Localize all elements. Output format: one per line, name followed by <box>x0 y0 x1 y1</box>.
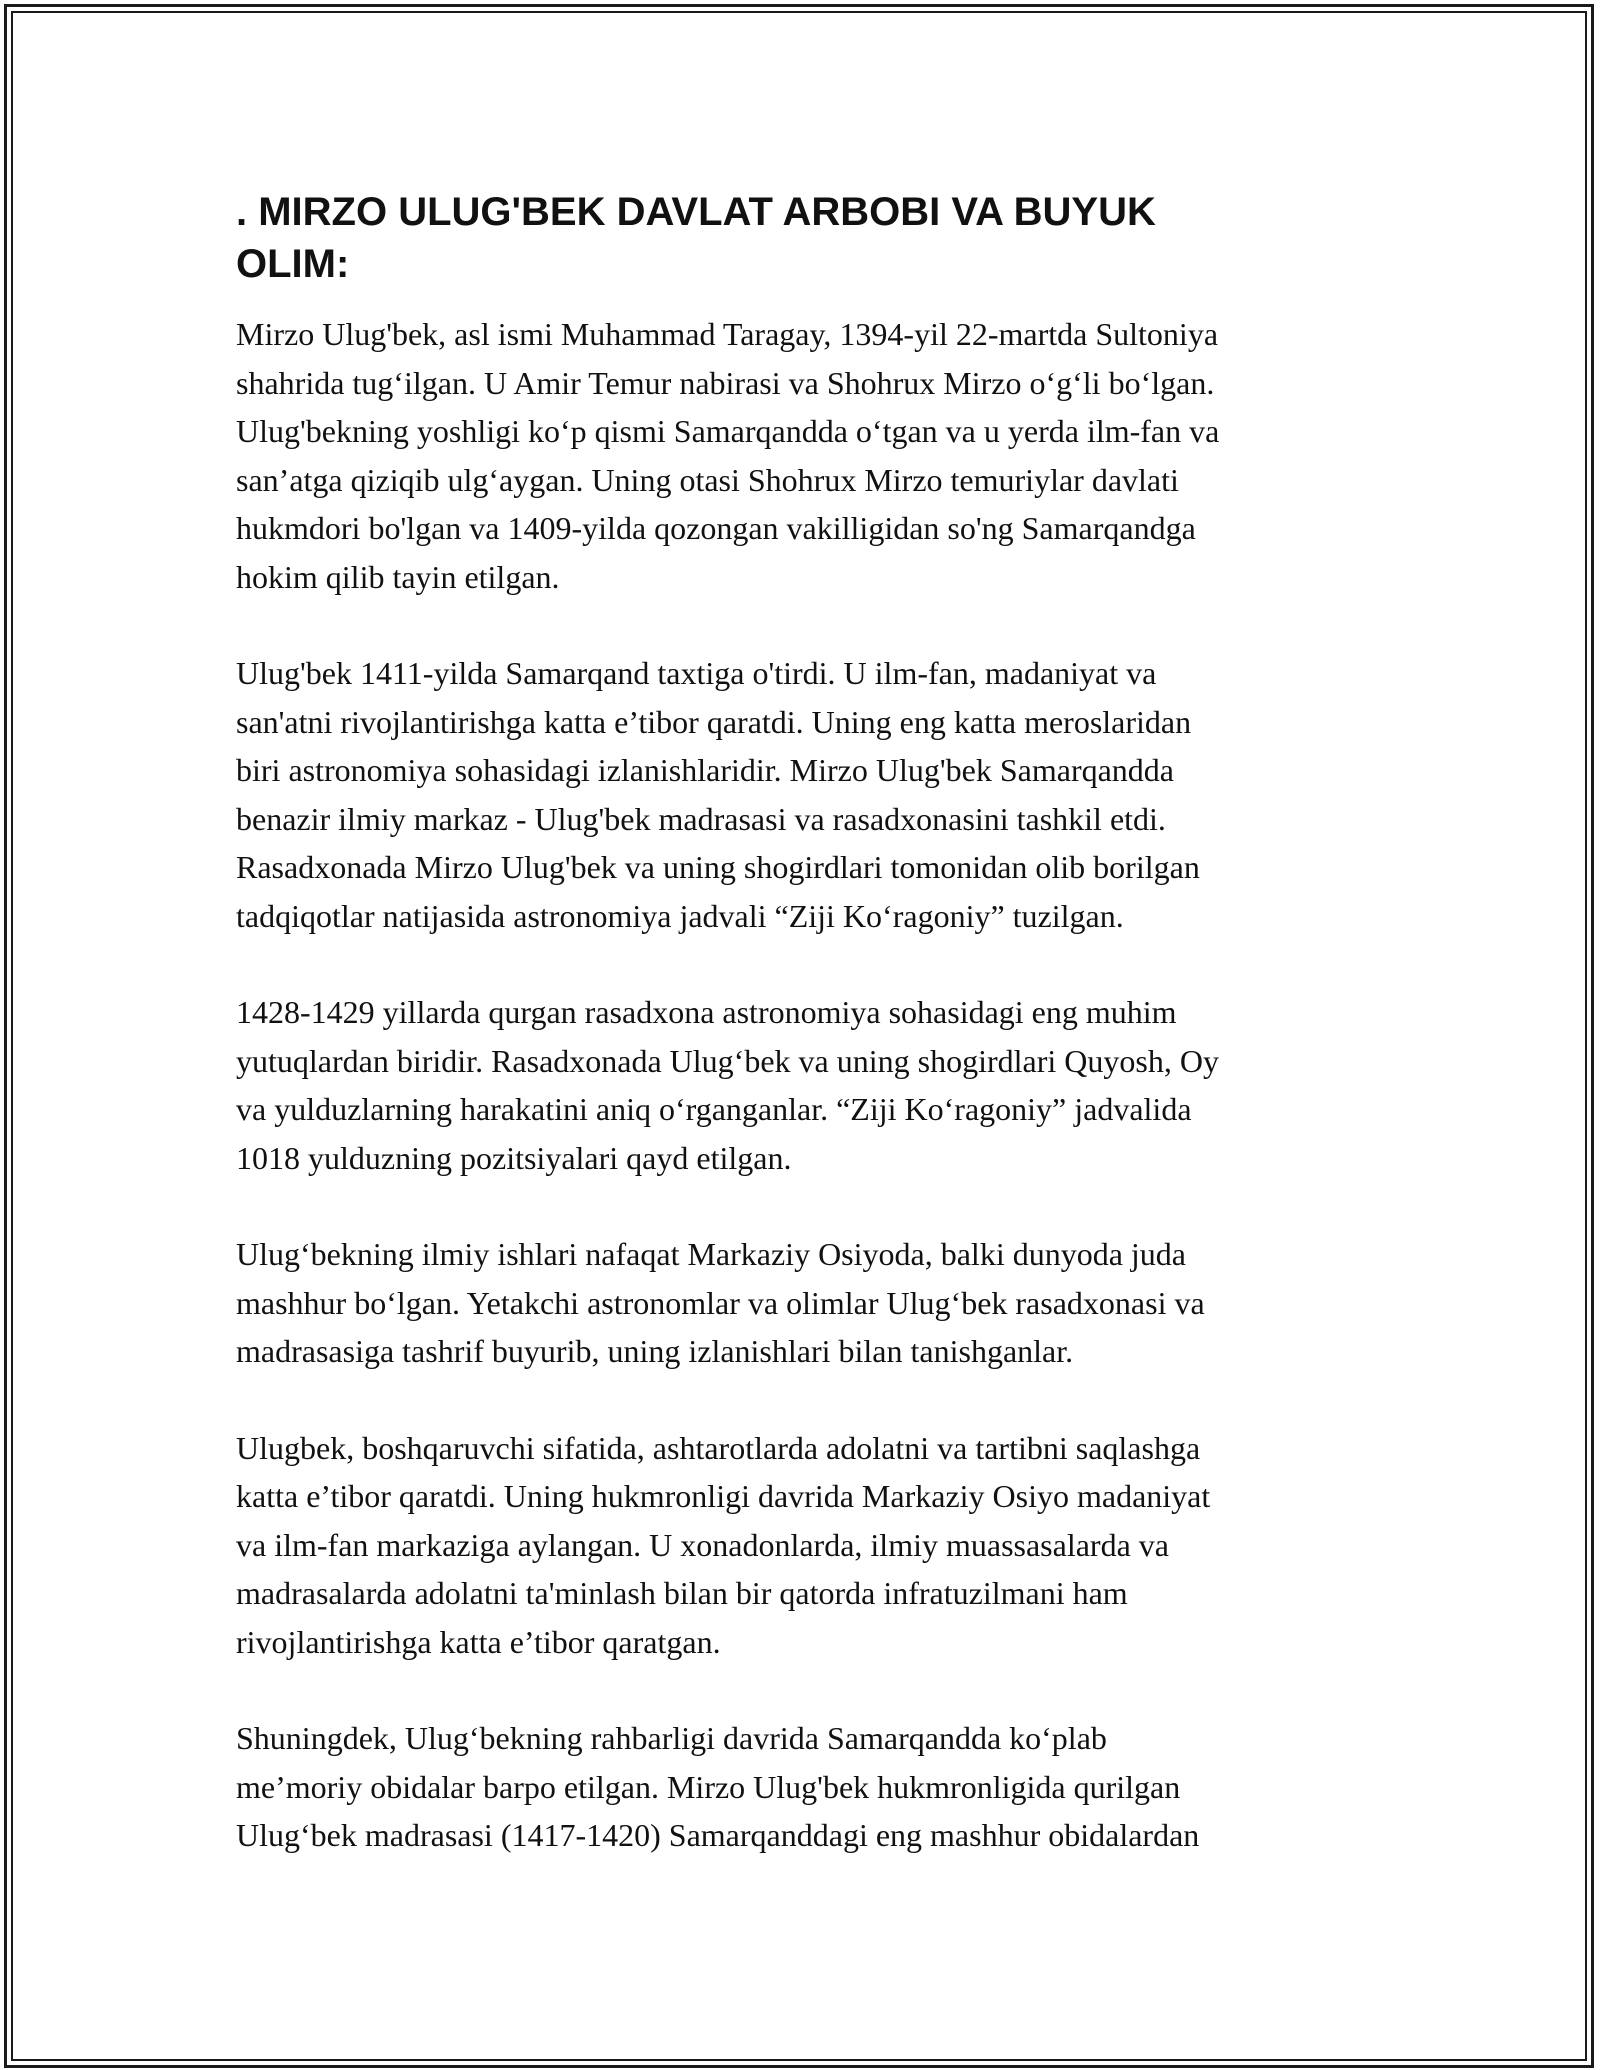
document-body <box>236 186 1376 1908</box>
text-line: Mirzo Ulug'bek, asl ismi Muhammad Taragay, 1394-yil 22-martda Sultoniya <box>236 316 1219 352</box>
text-line: va ilm-fan markaziga aylangan. U xonadonlarda, ilmiy muassasalarda va <box>236 1526 1169 1563</box>
text-line: madrasalarda adolatni ta'minlash bilan bir qatorda infratuzilmani ham <box>236 1575 1128 1611</box>
text-line: va yulduzlarning harakatini aniq o‘rganganlar. “Ziji Ko‘ragoniy” jadvalida <box>236 1091 1192 1127</box>
text-line: 1428-1429 yillarda qurgan rasadxona astronomiya sohasidagi eng muhim <box>236 994 1177 1030</box>
paragraph-observatory <box>236 988 1376 1182</box>
title-line: . MIRZO ULUG'BEK DAVLAT ARBOBI VA BUYUK <box>236 190 1156 234</box>
text-line: me’moriy obidalar barpo etilgan. Mirzo Ulug'bek hukmronligida qurilgan <box>236 1768 1181 1805</box>
text-line: hukmdori bo'lgan va 1409-yilda qozongan vakilligidan so'ng Samarqandga <box>236 510 1196 546</box>
text-line: rivojlantirishga katta e’tibor qaratgan. <box>236 1623 721 1660</box>
document-title <box>236 186 1316 290</box>
paragraph-birth <box>236 310 1376 601</box>
text-line: yutuqlardan biridir. Rasadxonada Ulug‘bek va uning shogirdlari Quyosh, Oy <box>236 1042 1219 1079</box>
paragraph-architecture <box>236 1714 1376 1860</box>
text-line: Ulugbek, boshqaruvchi sifatida, ashtarotlarda adolatni va tartibni saqlashga <box>236 1429 1201 1466</box>
paragraph-reign <box>236 649 1376 940</box>
text-line: madrasasiga tashrif buyurib, uning izlanishlari bilan tanishganlar. <box>236 1333 1074 1369</box>
text-line: Ulug‘bekning ilmiy ishlari nafaqat Markaziy Osiyoda, balki dunyoda juda <box>236 1236 1186 1272</box>
text-line: Ulug‘bek madrasasi (1417-1420) Samarqanddagi eng mashhur obidalardan <box>236 1817 1200 1853</box>
paragraph-fame <box>236 1230 1376 1376</box>
text-line: Ulug'bek 1411-yilda Samarqand taxtiga o'tirdi. U ilm-fan, madaniyat va <box>236 655 1157 691</box>
text-line: hokim qilib tayin etilgan. <box>236 558 560 595</box>
text-line: san'atni rivojlantirishga katta e’tibor qaratdi. Uning eng katta meroslaridan <box>236 703 1192 740</box>
text-line: mashhur bo‘lgan. Yetakchi astronomlar va olimlar Ulug‘bek rasadxonasi va <box>236 1284 1205 1321</box>
text-line: san’atga qiziqib ulg‘aygan. Uning otasi Shohrux Mirzo temuriylar davlati <box>236 461 1179 498</box>
text-line: shahrida tug‘ilgan. U Amir Temur nabirasi va Shohrux Mirzo o‘g‘li bo‘lgan. <box>236 364 1215 401</box>
text-line: 1018 yulduzning pozitsiyalari qayd etilgan. <box>236 1139 792 1176</box>
text-line: Ulug'bekning yoshligi ko‘p qismi Samarqandda o‘tgan va u yerda ilm-fan va <box>236 413 1220 449</box>
title-line: OLIM: <box>236 242 350 286</box>
text-line: katta e’tibor qaratdi. Uning hukmronligi davrida Markaziy Osiyo madaniyat <box>236 1478 1211 1514</box>
text-line: biri astronomiya sohasidagi izlanishlaridir. Mirzo Ulug'bek Samarqandda <box>236 752 1174 788</box>
text-line: Shuningdek, Ulug‘bekning rahbarligi davrida Samarqandda ko‘plab <box>236 1720 1107 1756</box>
text-line: Rasadxonada Mirzo Ulug'bek va uning shogirdlari tomonidan olib borilgan <box>236 849 1200 885</box>
text-line: tadqiqotlar natijasida astronomiya jadvali “Ziji Ko‘ragoniy” tuzilgan. <box>236 897 1124 934</box>
text-line: benazir ilmiy markaz - Ulug'bek madrasasi va rasadxonasini tashkil etdi. <box>236 800 1166 837</box>
paragraph-governance <box>236 1424 1376 1667</box>
